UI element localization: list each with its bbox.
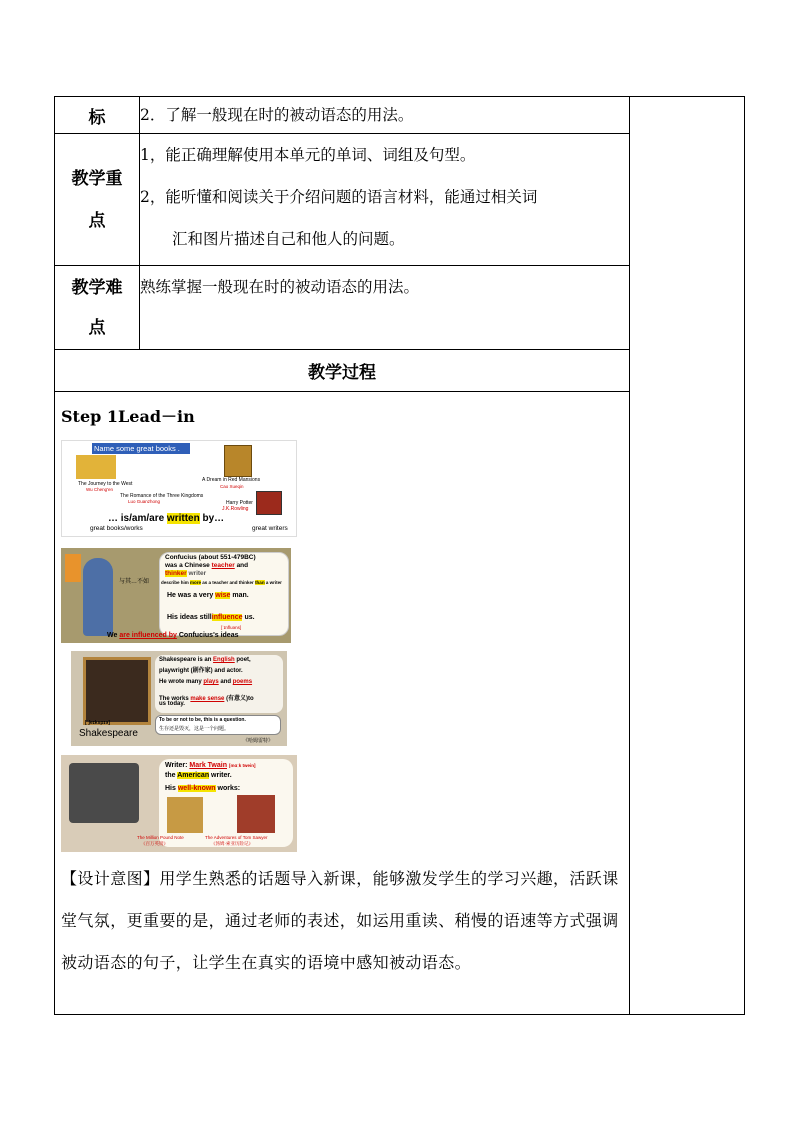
confucius-line7: We are influenced by Confucius's ideas (107, 632, 239, 639)
slide-great-books (61, 440, 297, 537)
slide-confucius (61, 548, 291, 643)
process-content (55, 392, 630, 1015)
book4-title: Harry Potter (226, 500, 253, 506)
confucius-figure (83, 558, 113, 636)
quote-source: 《哈姆雷特》 (243, 738, 274, 744)
great-books-label: great books/works (90, 525, 143, 532)
process-header: 教学过程 (55, 350, 630, 392)
mark-twain-photo (69, 763, 139, 823)
design-intent: 【设计意图】用学生熟悉的话题导入新课，能够激发学生的学习兴趣，活跃课堂气氛，更重要的是，通过老师的表述，如运用重读、稍慢的语速等方式强调被动语态的句子，让学生在真实的语境中感知被动语态。 (61, 869, 619, 972)
shakespeare-line4: The works make sense (有意义)to (159, 696, 254, 702)
written-by-sentence: … is/am/are written by… (108, 513, 225, 524)
shakespeare-line2: playwright (剧作家) and actor. (159, 668, 243, 674)
shakespeare-line1: Shakespeare is an English poet, (159, 657, 251, 663)
lesson-plan-table (54, 96, 745, 1015)
book2-title: A Dream in Red Mansions (202, 477, 261, 483)
book2-title-cn: 《汤姆·索亚历险记》 (211, 841, 253, 846)
twain-writer-line: Writer: Mark Twain [mɑːk twein] (165, 762, 256, 769)
chinese-phrase: 与其…不如 (119, 579, 150, 585)
book3-title: The Romance of the Three Kingdoms (120, 493, 204, 499)
goal-label: 标 (55, 97, 140, 134)
book4-author: J.K.Rowling (222, 506, 249, 512)
slide-mark-twain (61, 755, 297, 852)
shakespeare-name: Shakespeare (79, 728, 138, 739)
shakespeare-phonetic: [ˈʃeɪkspɪə] (85, 720, 110, 726)
shakespeare-line5: us today. (159, 701, 185, 707)
shakespeare-line3: He wrote many plays and poems (159, 679, 253, 685)
side-column (630, 97, 745, 1015)
difficult-points-label: 教学难 点 (55, 266, 140, 350)
step1-title: Step 1Lead－in (61, 407, 195, 426)
book-cover-harry-potter (256, 491, 282, 515)
twain-line2: the American writer. (165, 772, 232, 779)
scroll-image (65, 554, 81, 582)
book-cover-red-mansions (224, 445, 252, 477)
influence-phonetic: [ˈɪnfluəns] (221, 625, 242, 630)
banner: Name some great books . (92, 443, 190, 454)
confucius-line5: He was a very wise man. (167, 592, 249, 599)
book2-title-twain: The Adventures of Tom Sawyer (205, 835, 268, 840)
book1-title-cn: 《百万英镑》 (141, 841, 168, 846)
book-tom-sawyer (237, 795, 275, 833)
quote-english: To be or not to be, this is a question. (159, 717, 246, 723)
shakespeare-portrait (83, 657, 151, 725)
key-points-label: 教学重 点 (55, 134, 140, 266)
book1-author: Wu Cheng'en (86, 487, 114, 492)
book-million-pound (167, 797, 203, 833)
slide-shakespeare (71, 651, 287, 746)
confucius-line2: was a Chinese teacher and (165, 562, 249, 569)
book1-title: The Journey to the West (78, 481, 133, 487)
book2-author: Cao Xueqin (220, 484, 244, 489)
confucius-line6: His ideas stillinfluence us. (167, 614, 255, 621)
twain-line3: His well-known works: (165, 785, 241, 792)
difficult-points-text: 熟练掌握一般现在时的被动语态的用法。 (140, 266, 630, 350)
book1-title-twain: The Million Pound Note (137, 835, 184, 840)
goal-text: 2．了解一般现在时的被动语态的用法。 (140, 97, 630, 134)
confucius-line1: Confucius (about 551-479BC) (165, 554, 256, 561)
key-points-text: 1，能正确理解使用本单元的单词、词组及句型。 2，能听懂和阅读关于介绍问题的语言材料，能通过相关词 汇和图片描述自己和他人的问题。 (140, 134, 630, 266)
book-cover-journey (76, 455, 116, 479)
confucius-line3: thinker writer (165, 570, 207, 577)
confucius-line4: describe him more as a teacher and thinker than a writer (161, 580, 282, 585)
quote-chinese: 生存还是毁灭，这是一个问题。 (159, 726, 230, 732)
book3-author: Luo Guanzhong (128, 499, 161, 504)
great-writers-label: great writers (252, 525, 288, 532)
